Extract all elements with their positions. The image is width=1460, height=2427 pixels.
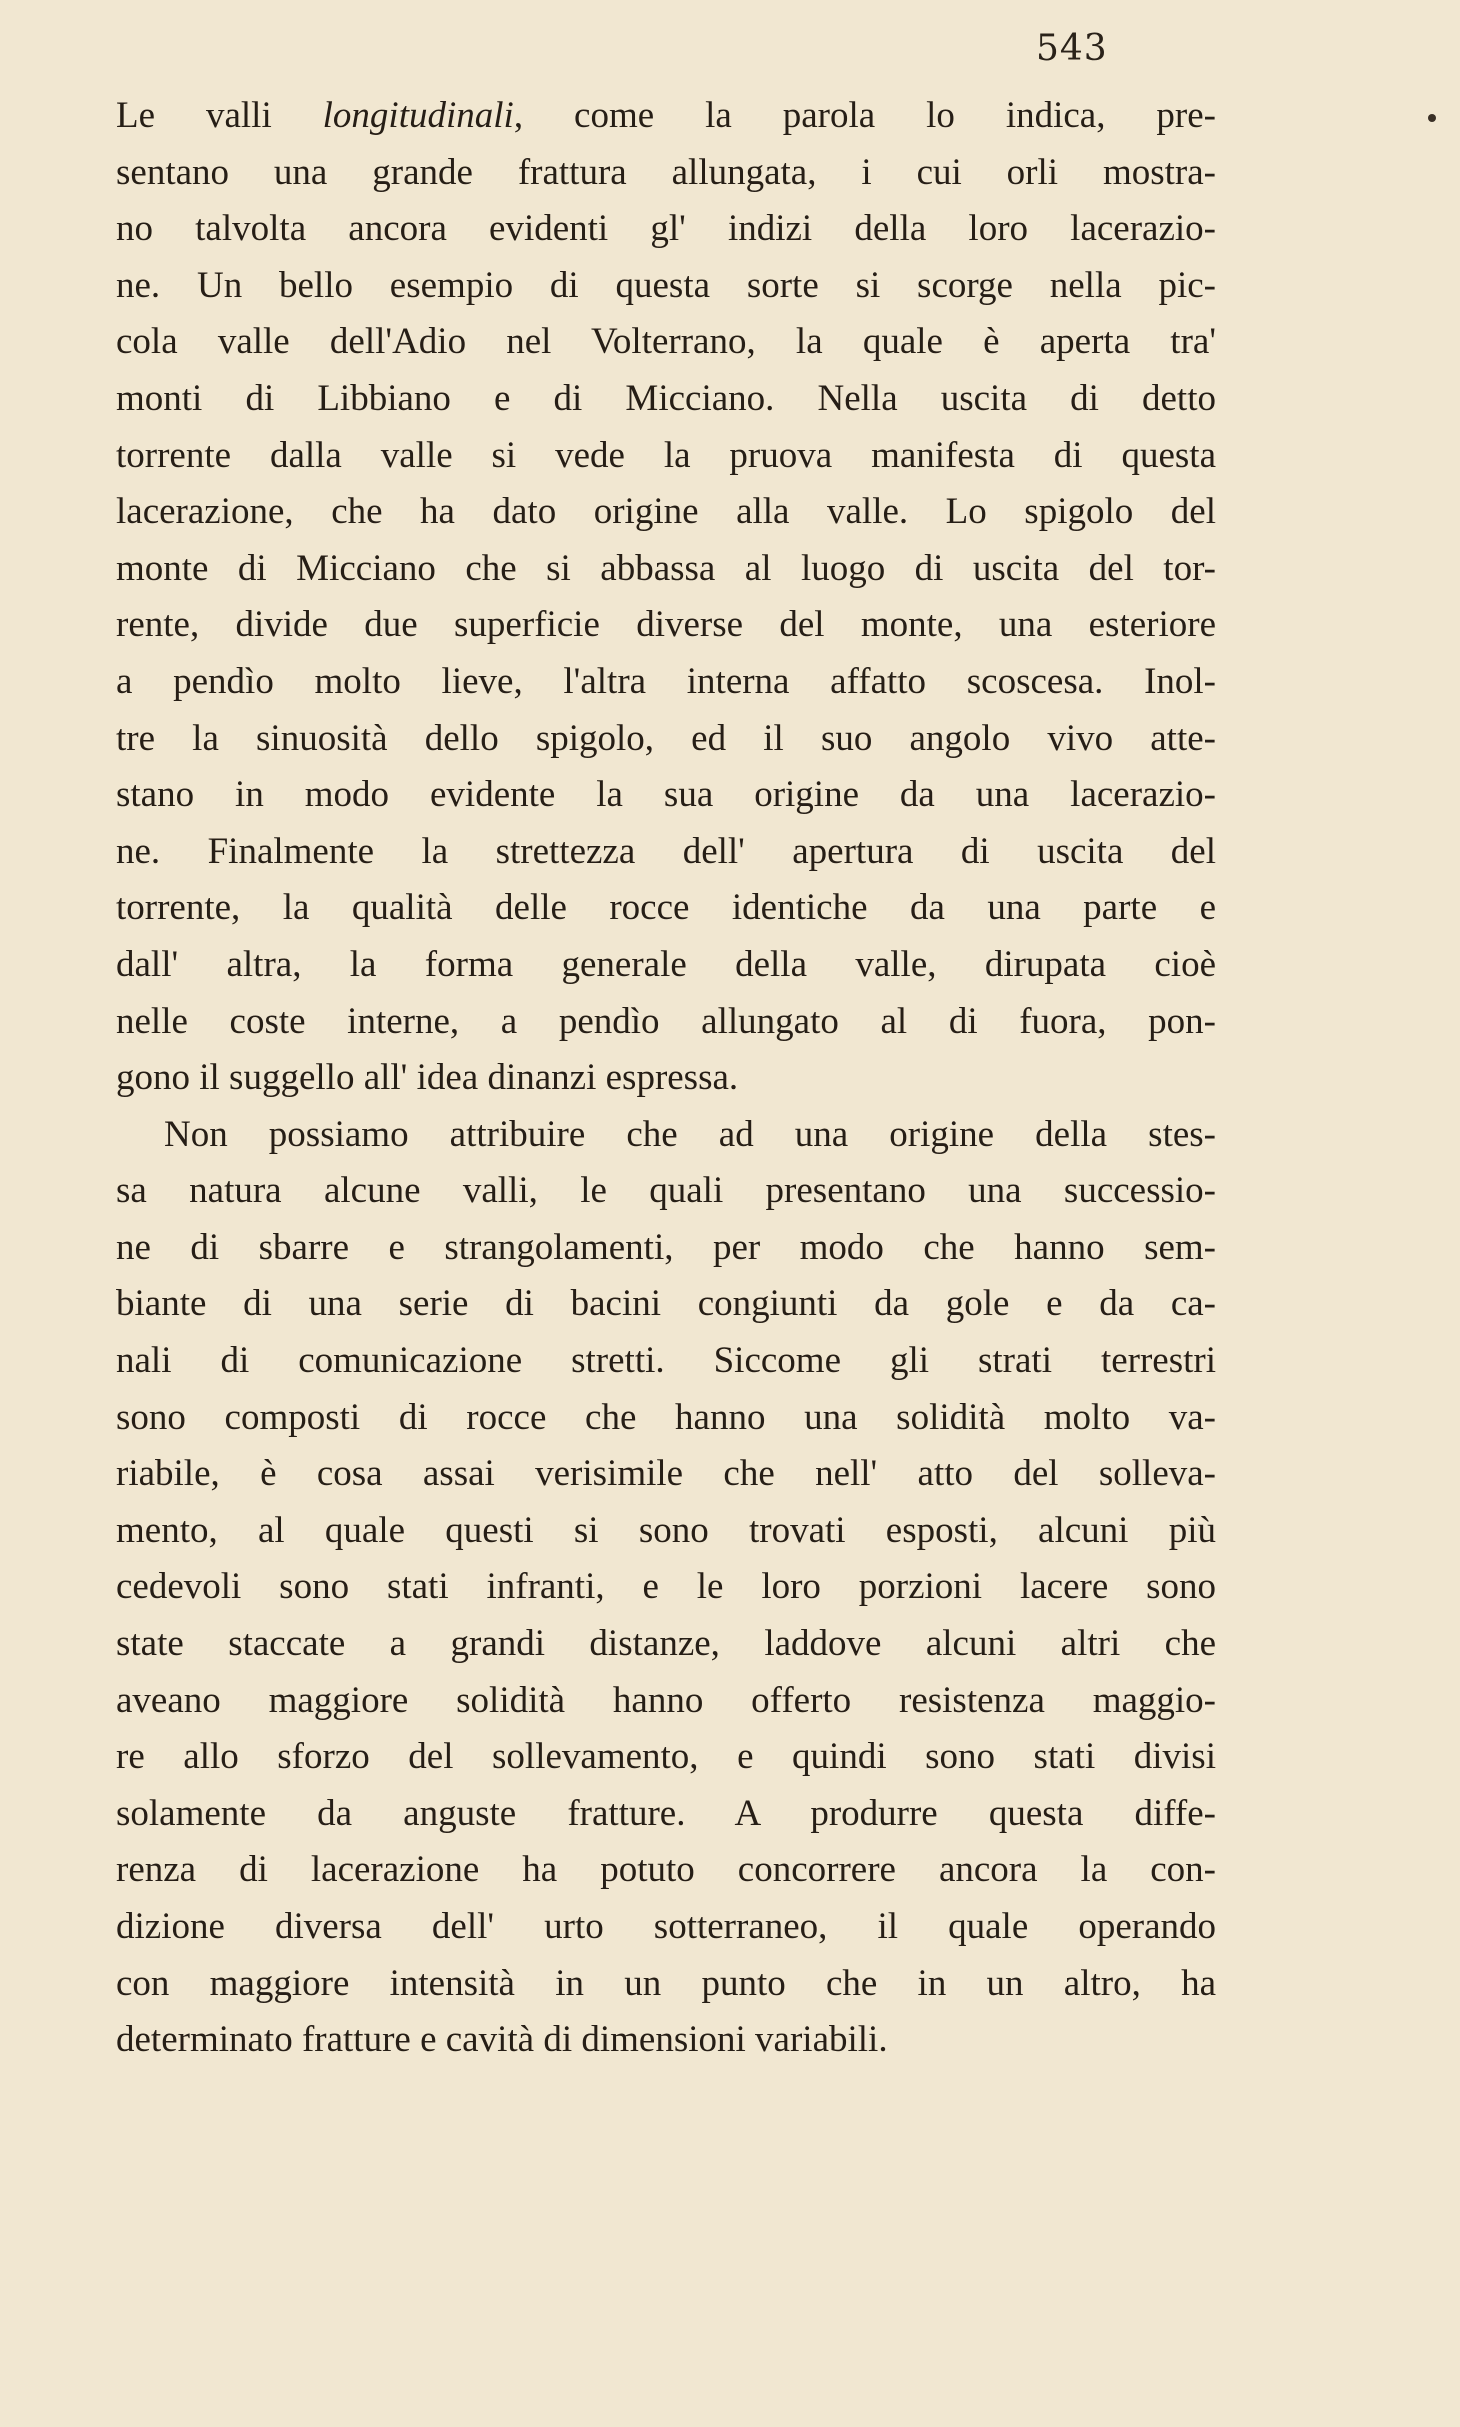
margin-mark — [1428, 114, 1436, 122]
text-run: aveano maggiore solidità hanno offerto resistenza maggio- — [116, 1679, 1216, 1721]
text-run: ne. Finalmente la strettezza dell' apertura di uscita del — [116, 830, 1216, 872]
text-line — [116, 1842, 1216, 1899]
text-line — [116, 1616, 1216, 1673]
text-run: state staccate a grandi distanze, laddove alcuni altri che — [116, 1623, 1216, 1665]
body-text — [116, 88, 1216, 2069]
text-run: monte di Micciano che si abbassa al luogo di uscita del tor- — [116, 547, 1216, 589]
text-run: nelle coste interne, a pendìo allungato al di fuora, pon- — [116, 1000, 1216, 1042]
text-run: mento, al quale questi si sono trovati esposti, alcuni più — [116, 1509, 1216, 1551]
text-line — [116, 767, 1216, 824]
text-run: Non possiamo attribuire che ad una origine della stes- — [164, 1113, 1216, 1155]
text-line — [116, 1446, 1216, 1503]
text-run: ne. Un bello esempio di questa sorte si scorge nella pic- — [116, 264, 1216, 306]
text-line — [116, 1050, 1216, 1107]
text-line — [116, 1276, 1216, 1333]
text-run: a pendìo molto lieve, l'altra interna affatto scoscesa. Inol- — [116, 660, 1216, 702]
text-line — [116, 711, 1216, 768]
text-line — [116, 654, 1216, 711]
text-run: rente, divide due superficie diverse del monte, una esteriore — [116, 604, 1216, 646]
text-run: sono composti di rocce che hanno una solidità molto va- — [116, 1396, 1216, 1438]
text-run: con maggiore intensità in un punto che in un altro, ha — [116, 1962, 1216, 2004]
text-run: torrente dalla valle si vede la pruova manifesta di questa — [116, 434, 1216, 476]
text-run: riabile, è cosa assai verisimile che nell' atto del solleva- — [116, 1453, 1216, 1495]
text-line — [116, 371, 1216, 428]
text-run: lacerazione, che ha dato origine alla valle. Lo spigolo del — [116, 491, 1216, 533]
text-line — [116, 1333, 1216, 1390]
text-run: renza di lacerazione ha potuto concorrere ancora la con- — [116, 1849, 1216, 1891]
text-line — [116, 541, 1216, 598]
text-line — [116, 1559, 1216, 1616]
text-line — [116, 1163, 1216, 1220]
page-number: 543 — [1036, 28, 1108, 69]
text-line — [116, 937, 1216, 994]
text-run: solamente da anguste fratture. A produrre questa diffe- — [116, 1792, 1216, 1834]
text-run: , come la parola lo indica, pre- — [513, 95, 1216, 136]
text-run: determinato fratture e cavità di dimensioni variabili. — [116, 2019, 888, 2061]
text-line — [116, 1673, 1216, 1730]
text-line — [116, 1503, 1216, 1560]
text-run: sentano una grande frattura allungata, i cui orli mostra- — [116, 151, 1216, 193]
text-run: tre la sinuosità dello spigolo, ed il suo angolo vivo atte- — [116, 717, 1216, 759]
text-line — [116, 597, 1216, 654]
text-line — [116, 201, 1216, 258]
text-line — [116, 484, 1216, 541]
text-run: re allo sforzo del sollevamento, e quindi sono stati divisi — [116, 1736, 1216, 1778]
text-line — [116, 145, 1216, 202]
text-run: sa natura alcune valli, le quali presentano una successio- — [116, 1170, 1216, 1212]
text-line — [116, 880, 1216, 937]
text-run: dall' altra, la forma generale della valle, dirupata cioè — [116, 943, 1216, 985]
italic-term: longitudinali — [322, 95, 514, 136]
text-run: cedevoli sono stati infranti, e le loro porzioni lacere sono — [116, 1566, 1216, 1608]
text-run: monti di Libbiano e di Micciano. Nella uscita di detto — [116, 377, 1216, 419]
text-line — [116, 1107, 1216, 1164]
text-line — [116, 258, 1216, 315]
text-line — [116, 1899, 1216, 1956]
text-run: torrente, la qualità delle rocce identiche da una parte e — [116, 887, 1216, 929]
text-line — [116, 428, 1216, 485]
text-run: no talvolta ancora evidenti gl' indizi della loro lacerazio- — [116, 208, 1216, 250]
text-run: gono il suggello all' idea dinanzi espressa. — [116, 1057, 739, 1099]
text-run: biante di una serie di bacini congiunti da gole e da ca- — [116, 1283, 1216, 1325]
text-line — [116, 1729, 1216, 1786]
text-run: dizione diversa dell' urto sotterraneo, il quale operando — [116, 1906, 1216, 1947]
text-line — [116, 1390, 1216, 1447]
text-line — [116, 2012, 1216, 2069]
text-line — [116, 1220, 1216, 1277]
paragraph — [116, 88, 1216, 1107]
text-line — [116, 88, 1216, 145]
paragraph — [116, 1107, 1216, 2069]
text-run: stano in modo evidente la sua origine da una lacerazio- — [116, 774, 1216, 816]
text-line — [116, 314, 1216, 371]
text-line — [116, 824, 1216, 881]
text-run: cola valle dell'Adio nel Volterrano, la quale è aperta tra' — [116, 321, 1216, 363]
text-run: Le valli — [116, 95, 323, 136]
text-line — [116, 994, 1216, 1051]
text-run: ne di sbarre e strangolamenti, per modo che hanno sem- — [116, 1226, 1216, 1268]
text-line — [116, 1956, 1216, 2013]
text-run: nali di comunicazione stretti. Siccome gli strati terrestri — [116, 1340, 1216, 1382]
text-line — [116, 1786, 1216, 1843]
